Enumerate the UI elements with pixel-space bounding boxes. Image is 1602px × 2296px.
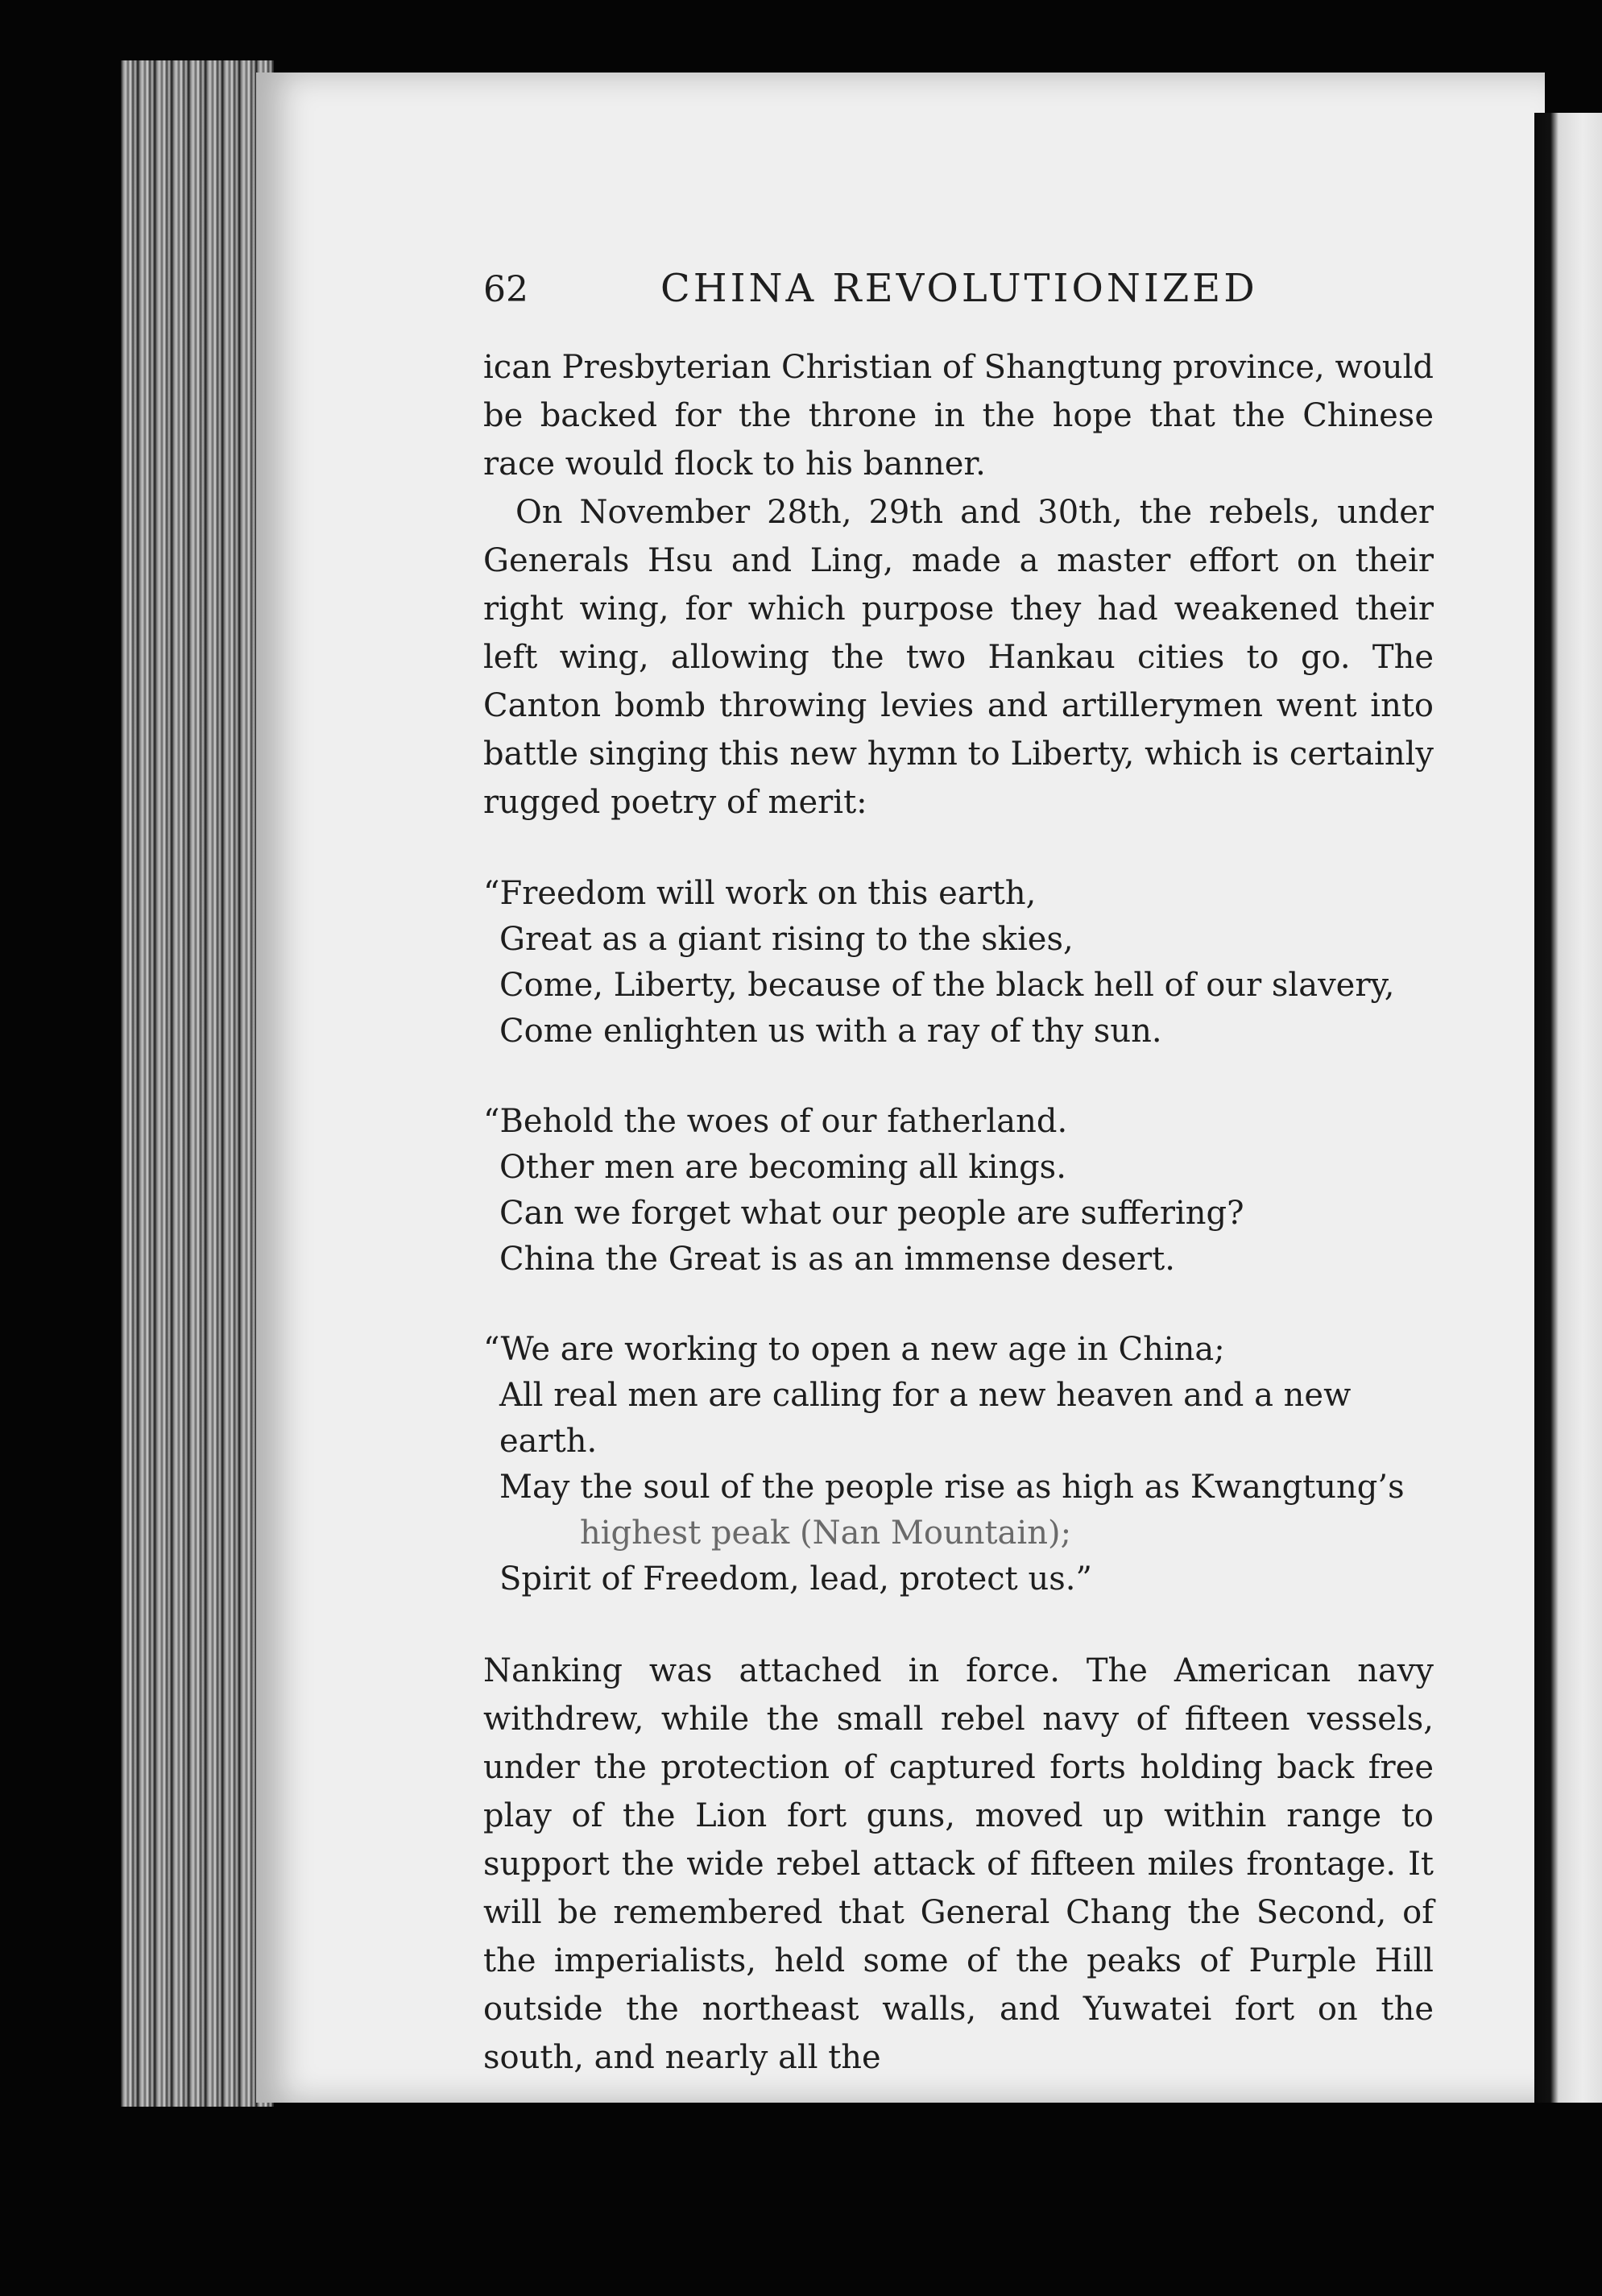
poem-line: May the soul of the people rise as high as Kwangtung’s xyxy=(499,1469,1405,1506)
poem-line: Great as a giant rising to the skies, xyxy=(499,921,1074,958)
poem-line: Spirit of Freedom, lead, protect us.” xyxy=(499,1560,1092,1598)
book-binding-edge xyxy=(121,60,274,2107)
poem-line: Other men are becoming all kings. xyxy=(499,1149,1066,1186)
poem-line: Can we forget what our people are suffering? xyxy=(499,1195,1244,1232)
page-content xyxy=(483,266,1434,2082)
poem-line: All real men are calling for a new heaven and a new earth. xyxy=(499,1377,1352,1460)
poem-line: Come, Liberty, because of the black hell of our slavery, xyxy=(499,967,1395,1004)
poem-line: “Behold the woes of our fatherland. xyxy=(483,1103,1068,1140)
page-number: 62 xyxy=(483,269,528,310)
poem-line: highest peak (Nan Mountain); xyxy=(580,1515,1072,1552)
poem-stanza-3 xyxy=(483,1327,1434,1602)
poem-stanza-2 xyxy=(483,1099,1434,1283)
running-header xyxy=(483,266,1434,311)
poem-line: “Freedom will work on this earth, xyxy=(483,875,1037,912)
running-title: CHINA REVOLUTIONIZED xyxy=(660,266,1258,311)
paragraph-nanking: Nanking was attached in force. The American navy withdrew, while the small rebel navy of fifteen vessels, under the protection of captured forts holding back free play of the Lion fort guns, moved up within range to support the wide rebel attack of fifteen miles frontage. It will be remembered that General Chang the Second, of the imperialists, held some of the peaks of Purple Hill outside the northeast walls, and Yuwatei fort on the south, and nearly all the xyxy=(483,1652,1434,2076)
poem-line: Come enlighten us with a ray of thy sun. xyxy=(499,1013,1162,1050)
paragraph-continued: ican Presbyterian Christian of Shangtung province, would be backed for the throne in the hope that the Chinese race would flock to his banner. xyxy=(483,349,1434,483)
poem-line: “We are working to open a new age in China; xyxy=(483,1331,1225,1368)
facing-page-edge xyxy=(1534,113,1602,2103)
paragraph-battle: On November 28th, 29th and 30th, the rebels, under Generals Hsu and Ling, made a master effort on their right wing, for which purpose they had weakened their left wing, allowing the two Hankau cities to go. The Canton bomb throwing levies and artillerymen went into battle singing this new hymn to Liberty, which is certainly rugged poetry of merit: xyxy=(483,494,1434,821)
poem-stanza-1 xyxy=(483,871,1434,1055)
poem-line: China the Great is as an immense desert. xyxy=(499,1241,1175,1278)
